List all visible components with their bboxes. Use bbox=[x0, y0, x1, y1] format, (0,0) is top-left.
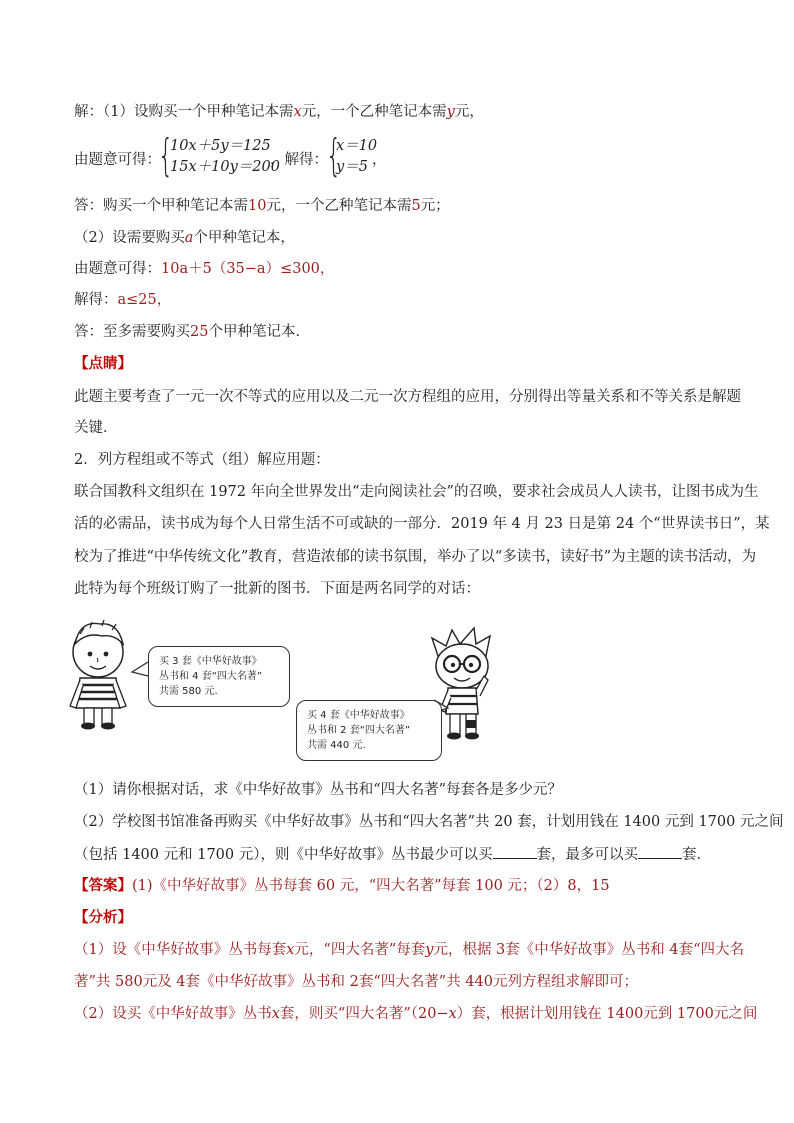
question-2-line-4: 此特为每个班级订购了一批新的图书．下面是两名同学的对话： bbox=[74, 581, 480, 597]
answer-text: 元，一个乙种笔记本需 bbox=[266, 198, 412, 214]
solution-line-1 bbox=[74, 102, 484, 122]
sub-question-2-line-2 bbox=[74, 844, 711, 865]
sub-question-text: 套． bbox=[682, 847, 711, 863]
variable-x: x bbox=[286, 942, 295, 958]
equation-2: 15x＋10y＝200 bbox=[170, 159, 280, 175]
left-brace-icon: { bbox=[326, 130, 342, 181]
analysis-line-3 bbox=[74, 1004, 757, 1024]
bubble-1-line: 共需 580 元. bbox=[159, 686, 218, 697]
bubble-2-line: 买 4 套《中华好故事》 bbox=[307, 710, 410, 721]
answer-line bbox=[74, 876, 610, 896]
sub-question-2-line-1: （2）学校图书馆准备再购买《中华好故事》丛书和“四大名著”共 20 套，计划用钱在 1400 元到 1700 元之间 bbox=[74, 814, 784, 830]
answer-1-line bbox=[74, 196, 450, 216]
answer-text: 个甲种笔记本． bbox=[208, 324, 310, 340]
answer-text: 元； bbox=[420, 198, 450, 214]
dianjing-header: 【点睛】 bbox=[74, 355, 132, 372]
solution-2: y＝5 bbox=[336, 159, 368, 175]
comma: ， bbox=[372, 152, 387, 168]
solution-system bbox=[336, 136, 377, 178]
variable-y: y bbox=[425, 942, 434, 958]
variable-x: x bbox=[448, 1006, 457, 1022]
answer-header: 【答案】 bbox=[74, 877, 132, 894]
left-brace-icon: { bbox=[158, 130, 174, 181]
variable-a: a bbox=[184, 230, 194, 246]
question-2-line-3: 校为了推进“中华传统文化”教育，营造浓郁的读书氛围，举办了以“多读书，读好书”为主题的读书活动，为 bbox=[74, 549, 757, 565]
solve-line bbox=[74, 290, 171, 310]
bubble-1-line: 买 3 套《中华好故事》 bbox=[159, 656, 262, 667]
answer-text: 答：购买一个甲种笔记本需 bbox=[74, 198, 248, 214]
system-label: 由题意可得： bbox=[74, 152, 161, 168]
inequality-line bbox=[74, 259, 334, 279]
solution-text: 元， bbox=[454, 104, 484, 120]
solution-text: 解：（1）设购买一个甲种笔记本需 bbox=[74, 104, 294, 120]
analysis-text: 元，根据 3套《中华好故事》丛书和 4套“四大名 bbox=[433, 942, 745, 958]
answer-2-line bbox=[74, 322, 310, 342]
bubble-2-line: 丛书和 2 套“四大名著” bbox=[307, 725, 411, 736]
analysis-text: （1）设《中华好故事》丛书每套 bbox=[74, 942, 287, 958]
solve-value: a≤25， bbox=[117, 292, 172, 308]
analysis-text: （2）设买《中华好故事》丛书 bbox=[74, 1006, 272, 1022]
speech-bubble-2 bbox=[296, 700, 442, 761]
dianjing-line-1: 此题主要考查了一元一次不等式的应用以及二元一次方程组的应用，分别得出等量关系和不等关系是解题 bbox=[74, 389, 741, 405]
solution-text: 个甲种笔记本， bbox=[193, 230, 295, 246]
dianjing-line-2: 关键． bbox=[74, 420, 118, 436]
analysis-line-2: 著”共 580元及 4套《中华好故事》丛书和 2套“四大名著”共 440元列方程组求解即可； bbox=[74, 974, 638, 990]
answer-text: 答：至多需要购买 bbox=[74, 324, 190, 340]
analysis-text: 套，则买“四大名著”（20− bbox=[279, 1006, 449, 1022]
analysis-line-1 bbox=[74, 940, 744, 960]
question-2-title: 2．列方程组或不等式（组）解应用题： bbox=[74, 452, 330, 468]
solution-text: （2）设需要购买 bbox=[74, 230, 185, 246]
answer-value: 25 bbox=[190, 324, 209, 340]
speech-bubble-1 bbox=[148, 646, 290, 707]
equation-system bbox=[170, 136, 280, 178]
answer-blank bbox=[493, 844, 537, 859]
inequality: 10a＋5（35−a）≤300， bbox=[161, 261, 335, 277]
question-2-line-1: 联合国教科文组织在 1972 年向全世界发出“走向阅读社会”的召唤，要求社会成员人人读书，让图书成为生 bbox=[74, 484, 759, 500]
analysis-header: 【分析】 bbox=[74, 909, 132, 926]
variable-x: x bbox=[293, 104, 302, 120]
solve-label: ，解得： bbox=[270, 152, 328, 168]
sub-question-text: （包括 1400 元和 1700 元），则《中华好故事》丛书最少可以买 bbox=[74, 847, 493, 863]
equation-1: 10x＋5y＝125 bbox=[170, 138, 271, 154]
sub-question-1: （1）请你根据对话，求《中华好故事》丛书和“四大名著”每套各是多少元？ bbox=[74, 782, 563, 798]
answer-value: 10 bbox=[248, 198, 267, 214]
variable-x: x bbox=[271, 1006, 280, 1022]
variable-y: y bbox=[446, 104, 455, 120]
bubble-1-line: 丛书和 4 套“四大名著” bbox=[159, 671, 263, 682]
answer-value: 5 bbox=[411, 198, 421, 214]
analysis-text: 元，“四大名著”每套 bbox=[294, 942, 426, 958]
part-2-line bbox=[74, 228, 295, 248]
answer-text: (1)《中华好故事》丛书每套 60 元，“四大名著”每套 100 元；（2）8，15 bbox=[132, 878, 610, 894]
solution-1: x＝10 bbox=[336, 138, 378, 154]
question-2-line-2: 活的必需品，读书成为每个人日常生活不可或缺的一部分．2019 年 4 月 23 日是第 24 个“世界读书日”，某 bbox=[74, 516, 770, 532]
analysis-text: ）套，根据计划用钱在 1400元到 1700元之间 bbox=[456, 1006, 758, 1022]
solve-label: 解得： bbox=[74, 292, 118, 308]
answer-blank bbox=[638, 844, 682, 859]
inequality-label: 由题意可得： bbox=[74, 261, 161, 277]
solution-text: 元，一个乙种笔记本需 bbox=[301, 104, 447, 120]
bubble-2-line: 共需 440 元. bbox=[307, 740, 366, 751]
sub-question-text: 套，最多可以买 bbox=[536, 847, 638, 863]
